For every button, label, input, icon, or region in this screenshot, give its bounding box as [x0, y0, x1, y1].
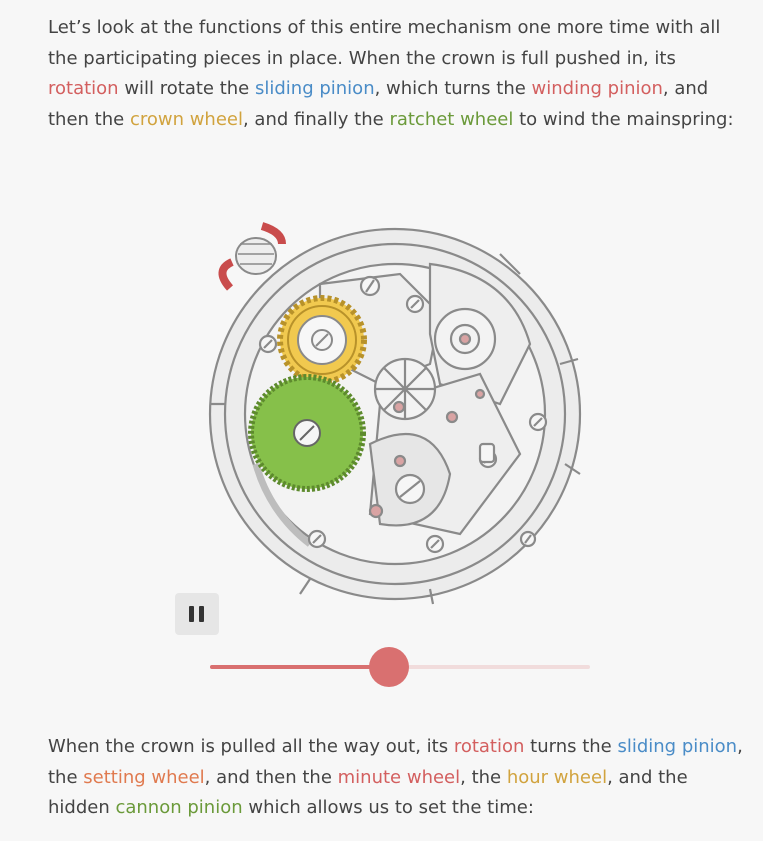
hour-wheel-term: hour wheel: [506, 766, 608, 788]
escape-wheel-spokes: [375, 359, 435, 419]
outro-text: which allows us to set the time:: [242, 797, 534, 818]
intro-text: , which turns the: [374, 78, 532, 99]
slider-handle[interactable]: [369, 647, 409, 687]
winding-pinion-term: winding pinion: [531, 78, 663, 99]
intro-text: will rotate the: [118, 78, 255, 99]
outro-text: When the crown is pulled all the way out, its: [48, 736, 454, 757]
minute-wheel-term: minute wheel: [337, 766, 461, 788]
crown-wheel: [280, 298, 364, 382]
pause-icon: [189, 606, 194, 622]
setting-lever-stud: [480, 444, 494, 462]
cannon-pinion-term: cannon pinion: [115, 797, 243, 818]
ratchet-wheel: [251, 377, 363, 489]
sliding-pinion-term: sliding pinion: [254, 78, 375, 99]
watch-mechanism-illustration: [200, 214, 600, 614]
balance-jewel: [460, 334, 470, 344]
rotation-term: rotation: [48, 78, 119, 99]
progress-slider[interactable]: [210, 647, 590, 687]
intro-text: to wind the mainspring:: [513, 108, 734, 130]
outro-text: , and the hidden: [48, 766, 688, 818]
intro-paragraph: [48, 13, 748, 135]
crown-wheel-term: crown wheel: [129, 108, 243, 130]
outro-text: , the: [48, 736, 743, 788]
pause-icon-bar: [199, 606, 204, 622]
intro-text: , and then the: [48, 78, 709, 130]
setting-wheel-term: setting wheel: [83, 766, 205, 788]
rotation-term: rotation: [453, 736, 525, 757]
slider-fill: [210, 665, 389, 669]
sliding-pinion-term: sliding pinion: [617, 736, 738, 757]
outro-paragraph: [48, 732, 748, 824]
ratchet-wheel-term: ratchet wheel: [389, 108, 514, 130]
outro-text: , and then the: [204, 766, 338, 788]
intro-text: , and finally the: [242, 108, 390, 130]
intro-text: Let’s look at the functions of this entire mechanism one more time with all the participating pieces in place. When the crown is full pushed in, its: [48, 17, 721, 69]
outro-text: , the: [460, 766, 507, 788]
pause-button[interactable]: [175, 593, 219, 635]
outro-text: turns the: [524, 736, 618, 757]
